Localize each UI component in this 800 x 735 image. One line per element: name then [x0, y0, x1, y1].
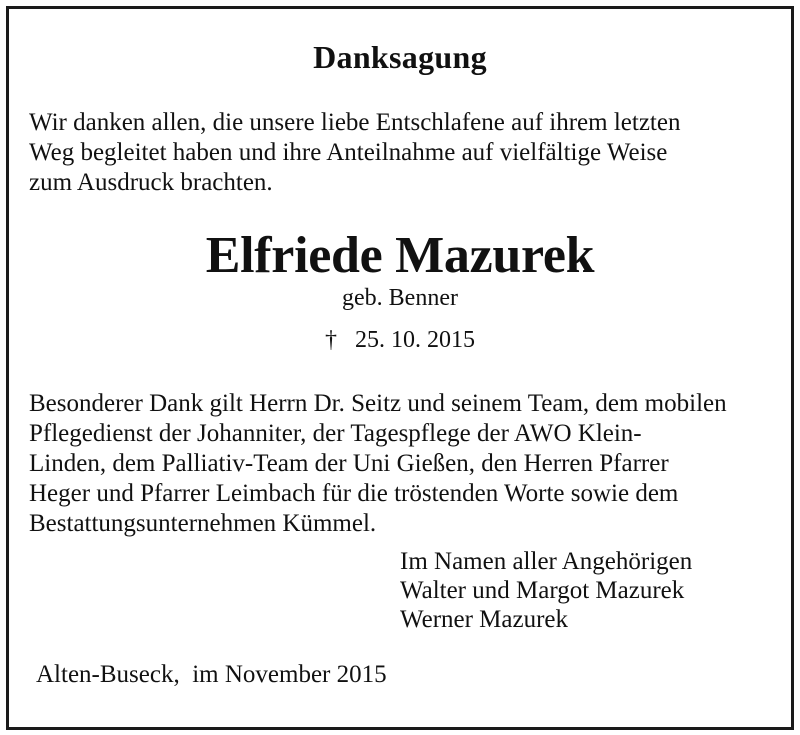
- signoff-line: Walter und Margot Mazurek: [400, 577, 685, 604]
- cross-icon: †: [325, 327, 337, 353]
- thanks-line: Wir danken allen, die unsere liebe Entschlafene auf ihrem letzten: [29, 109, 681, 136]
- thanks-paragraph: [29, 108, 769, 198]
- signoff-line: Werner Mazurek: [400, 606, 569, 633]
- special-thanks-line: Bestattungsunternehmen Kümmel.: [29, 510, 377, 537]
- special-thanks-line: Besonderer Dank gilt Herrn Dr. Seitz und seinem Team, dem mobilen: [29, 390, 727, 417]
- notice-heading: Danksagung: [313, 39, 487, 75]
- signoff-line: Im Namen aller Angehörigen: [400, 548, 693, 575]
- thanks-line: zum Ausdruck brachten.: [29, 169, 273, 196]
- special-thanks-paragraph: [29, 389, 769, 539]
- special-thanks-line: Heger und Pfarrer Leimbach für die tröstenden Worte sowie dem: [29, 480, 679, 507]
- birth-name: geb. Benner: [342, 285, 458, 311]
- place-and-date: Alten-Buseck, im November 2015: [36, 661, 387, 688]
- death-date: 25. 10. 2015: [355, 327, 475, 353]
- special-thanks-line: Linden, dem Palliativ-Team der Uni Gießen, den Herren Pfarrer: [29, 450, 669, 477]
- deceased-name: Elfriede Mazurek: [205, 227, 595, 284]
- special-thanks-line: Pflegedienst der Johanniter, der Tagespflege der AWO Klein-: [29, 420, 642, 447]
- signoff-block: [400, 547, 692, 634]
- death-date-line: [0, 324, 800, 356]
- thanks-line: Weg begleitet haben und ihre Anteilnahme auf vielfältige Weise: [29, 139, 668, 166]
